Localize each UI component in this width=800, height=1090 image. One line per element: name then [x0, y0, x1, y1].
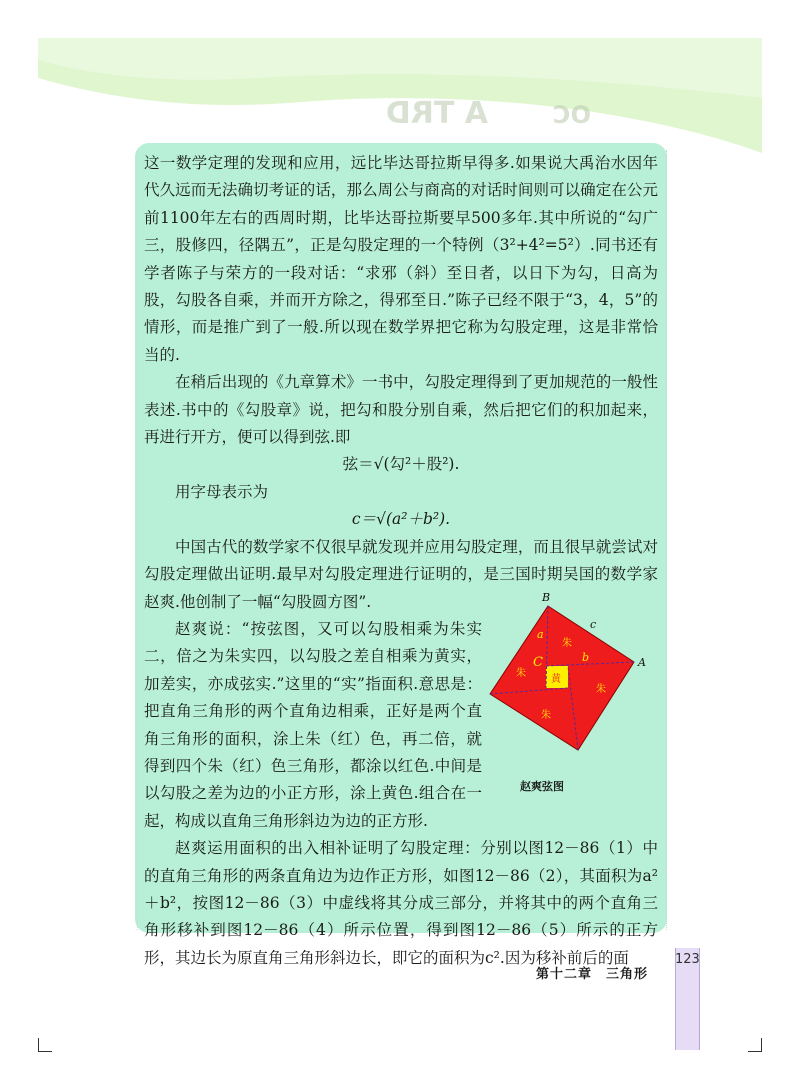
- zhu-label: 朱: [516, 668, 526, 679]
- vertex-b-label: B: [542, 591, 551, 604]
- panel-edge-line: [666, 150, 667, 930]
- side-a-label: a: [537, 628, 544, 641]
- side-b-label: b: [582, 651, 590, 664]
- zhu-label: 朱: [562, 638, 572, 649]
- panel-edge-line: [137, 150, 138, 930]
- paragraph: 在稍后出现的《九章算术》一书中，勾股定理得到了更加规范的一般性表述.书中的《勾股章》说，把勾和股分别自乘，然后把它们的积加起来，再进行开方，便可以得到弦.即: [144, 373, 658, 447]
- crop-mark: [38, 1051, 52, 1052]
- paragraph: 这一数学定理的发现和应用，远比毕达哥拉斯早得多.如果说大禹治水因年代久远而无法确切考证的话，那么周公与商高的对话时间则可以确定在公元前1100年左右的西周时期，比毕达哥拉斯要早500多年.其中所说的“勾广三，股修四，径隅五”，正是勾股定理的一个特例（3²+4²=5²）.同书还有学者陈子与荣方的一段对话：“求邪（斜）至日者，以日下为勾，日高为股，勾股各自乘，并而开方除之，得邪至日.”陈子已经不限于“3，4，5”的情形，而是推广到了一般.所以现在数学界把它称为勾股定理，这是非常恰当的.: [144, 154, 658, 364]
- zhu-label: 朱: [541, 710, 551, 721]
- crop-mark: [748, 1051, 762, 1052]
- body-text: [144, 150, 658, 972]
- crop-mark: [761, 1038, 762, 1052]
- zhu-label: 朱: [596, 684, 606, 695]
- formula-text: c＝√(a²＋b²).: [351, 510, 451, 529]
- crop-mark: [38, 1038, 39, 1052]
- paragraph: 中国古代的数学家不仅很早就发现并应用勾股定理，而且很早就尝试对勾股定理做出证明.最早对勾股定理进行证明的，是三国时期吴国的数学家赵爽.他创制了一幅“勾股圆方图”.: [144, 537, 658, 611]
- svg-text:ƆO: ƆO: [553, 101, 592, 129]
- vertex-c-label: C: [533, 655, 543, 670]
- side-c-label: c: [590, 618, 597, 631]
- formula-hypotenuse: 弦＝√(勾²＋股²).: [342, 455, 460, 474]
- figure-caption: 赵爽弦图: [520, 780, 564, 793]
- formula-letters: [144, 506, 658, 533]
- paragraph: 赵爽说：“按弦图，又可以勾股相乘为朱实二，倍之为朱实四，以勾股之差自相乘为黄实，加差实，亦成弦实.”这里的“实”指面积.意思是：把直角三角形的两个直角边相乘，正好是两个直角三角形的面积，涂上朱（红）色，再二倍，就得到四个朱（红）色三角形，都涂以红色.中间是以勾股之差为边的小正方形，涂上黄色.组合在一起，构成以直角三角形斜边为边的正方形.: [144, 619, 482, 830]
- huang-label: 黄: [551, 674, 561, 685]
- paragraph: 用字母表示为: [175, 482, 269, 501]
- zhao-shuang-diagram: [478, 588, 660, 788]
- vertex-a-label: A: [638, 656, 646, 669]
- chapter-label: 第十二章 三角形: [536, 967, 649, 982]
- svg-text:A TRD: A TRD: [385, 96, 488, 131]
- paragraph: 赵爽运用面积的出入相补证明了勾股定理：分别以图12－86（1）中的直角三角形的两条直角边为边作正方形，如图12－86（2），其面积为a²＋b²，按图12－86（3）中虚线将其分成三部分，并将其中的两个直角三角形移补到图12－86（4）所示位置，得到图12－86（5）所示的正方形，其边长为原直角三角形斜边长，即它的面积为c².因为移补前后的面: [144, 839, 658, 967]
- page-number: 123: [675, 952, 700, 967]
